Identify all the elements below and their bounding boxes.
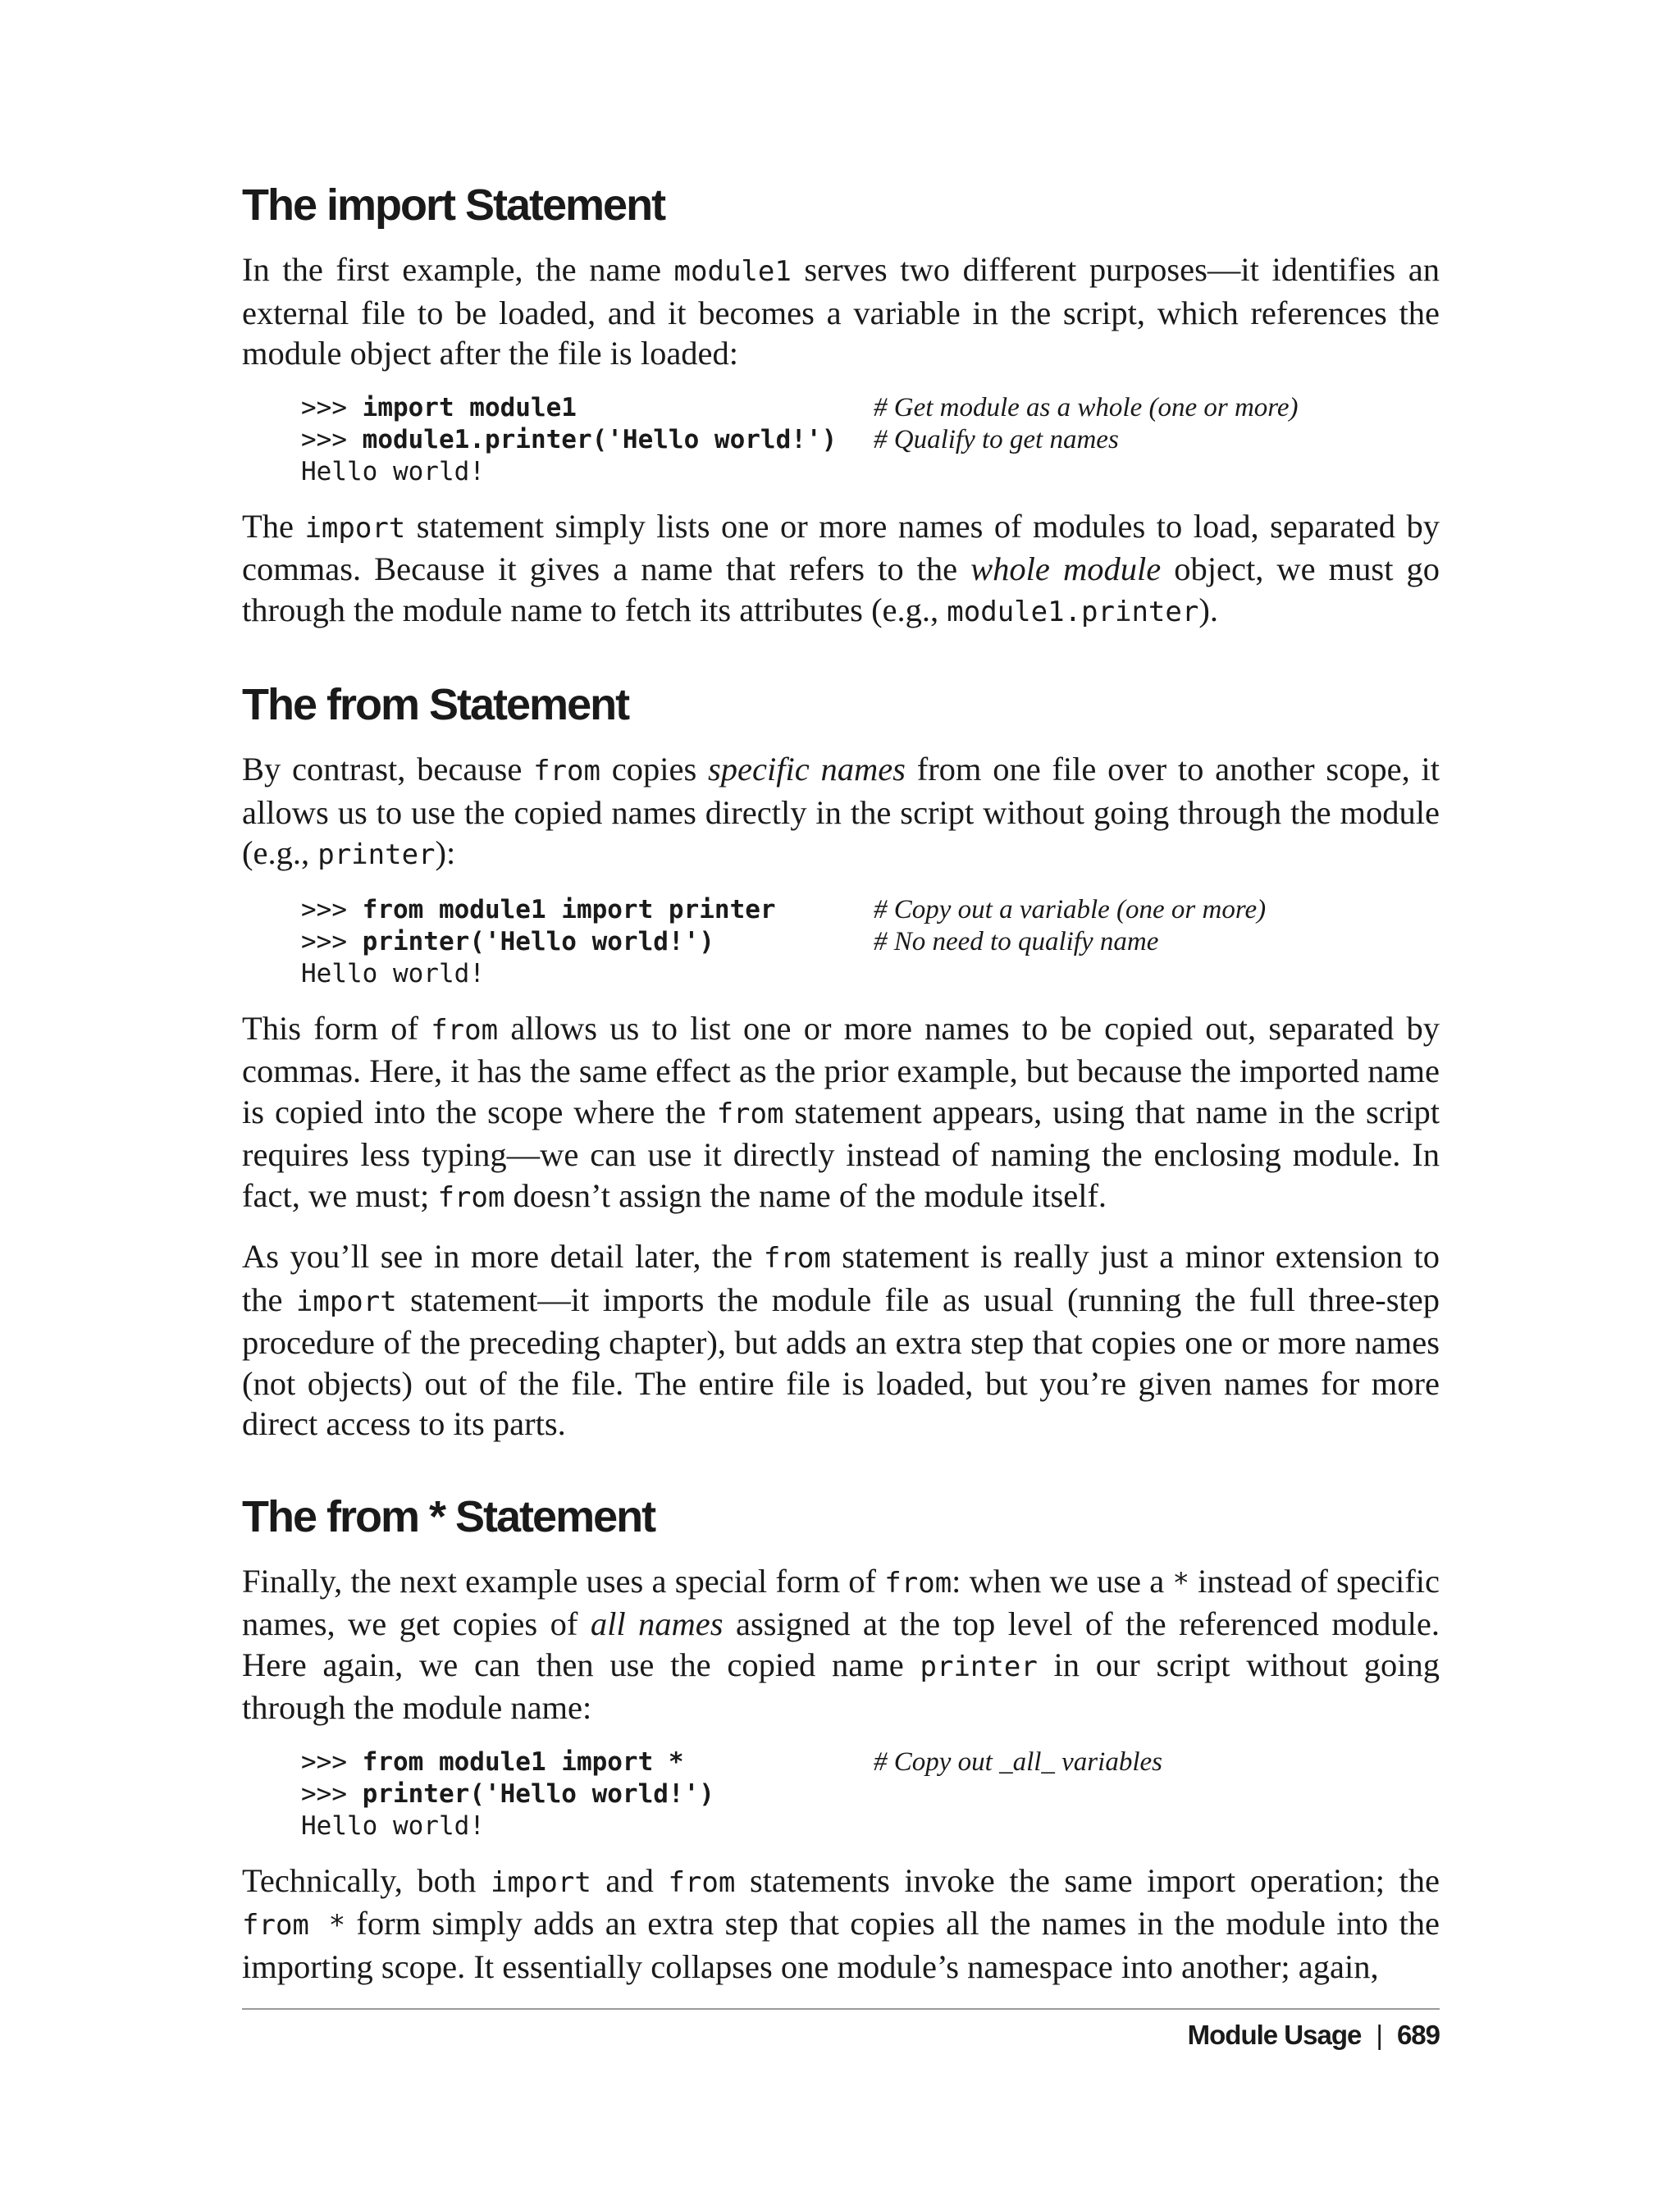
- section-heading-import: The import Statement: [242, 180, 665, 230]
- code-text: [301, 1746, 874, 1778]
- paragraph: [242, 1860, 1440, 1988]
- text-run: instead of specific names, we get copies of: [242, 1562, 1440, 1642]
- code-command: from module1 import *: [362, 1746, 684, 1777]
- code-output: Hello world!: [301, 456, 485, 486]
- text-run: In the first example, the name: [242, 251, 674, 288]
- code-output: Hello world!: [301, 958, 485, 988]
- paragraph: [242, 1561, 1440, 1728]
- footer-section-title: Module Usage: [1187, 2020, 1362, 2050]
- code-line: [301, 424, 1440, 456]
- code-prompt: >>>: [301, 894, 363, 924]
- inline-code: from: [437, 1180, 505, 1214]
- code-prompt: >>>: [301, 424, 363, 454]
- inline-code: from: [763, 1242, 831, 1275]
- code-comment: # Get module as a whole (one or more): [874, 392, 1299, 422]
- code-comment: # Qualify to get names: [874, 424, 1119, 454]
- inline-code: from: [533, 755, 600, 788]
- emphasis: all names: [590, 1605, 724, 1642]
- code-prompt: >>>: [301, 926, 363, 956]
- code-block: [301, 1746, 1440, 1842]
- text-run: object, we must go through the module name to fetch its attributes (e.g.,: [242, 550, 1440, 628]
- paragraph: [242, 506, 1440, 633]
- code-text: [301, 1810, 874, 1842]
- paragraph: [242, 1236, 1440, 1445]
- code-line: [301, 894, 1440, 926]
- text-run: statement is really just a minor extension to the: [242, 1238, 1440, 1318]
- text-run: Finally, the next example uses a special form of: [242, 1562, 885, 1600]
- inline-code: *: [1172, 1566, 1189, 1600]
- inline-code: module1: [673, 255, 792, 288]
- code-line: [301, 1810, 1440, 1842]
- page-content: [242, 172, 1440, 2005]
- code-line: [301, 1778, 1440, 1810]
- inline-code: import: [491, 1865, 591, 1899]
- text-run: copies: [600, 751, 708, 788]
- code-prompt: >>>: [301, 392, 363, 422]
- inline-code: from: [668, 1865, 736, 1899]
- text-run: Technically, both: [242, 1861, 491, 1899]
- code-comment: # No need to qualify name: [874, 926, 1159, 956]
- text-run: from one file over to another scope, it allows us to use the copied names directly in the script without going through the module (e.g.,: [242, 751, 1440, 871]
- code-text: [301, 424, 874, 456]
- inline-code: module1.printer: [947, 595, 1199, 628]
- code-line: [301, 456, 1440, 488]
- code-prompt: >>>: [301, 1746, 363, 1777]
- text-run: : when we use a: [952, 1562, 1173, 1600]
- text-run: statement simply lists one or more names of modules to load, separated by commas. Because it gives a name that refers to the: [242, 507, 1440, 587]
- paragraph: [242, 749, 1440, 876]
- code-text: [301, 926, 874, 958]
- code-text: [301, 456, 874, 488]
- paragraph: [242, 1008, 1440, 1219]
- inline-code: printer: [317, 838, 436, 871]
- text-run: statement appears, using that name in the script requires less typing—we can use it directly instead of naming the enclosing module. In fact, we must;: [242, 1093, 1440, 1214]
- text-run: ):: [435, 834, 456, 871]
- code-comment: # Copy out _all_ variables: [874, 1746, 1162, 1777]
- inline-code: import: [295, 1285, 397, 1318]
- text-run: doesn’t assign the name of the module itself.: [504, 1176, 1107, 1214]
- text-run: serves two different purposes—it identifies an external file to be loaded, and it becomes a variable in the script, which references the module object after the file is loaded:: [242, 251, 1440, 372]
- code-text: [301, 894, 874, 926]
- code-output: Hello world!: [301, 1810, 485, 1841]
- inline-code: from: [431, 1013, 499, 1047]
- code-text: [301, 392, 874, 424]
- code-command: printer('Hello world!'): [362, 1778, 714, 1809]
- code-block: [301, 894, 1440, 990]
- code-text: [301, 1778, 874, 1810]
- inline-code: import: [304, 511, 406, 545]
- text-run: statements invoke the same import operation; the: [735, 1861, 1440, 1899]
- inline-code: from: [716, 1097, 784, 1130]
- footer-rule: [242, 2008, 1440, 2010]
- text-run: and: [591, 1861, 669, 1899]
- section-heading-from: The from Statement: [242, 680, 629, 729]
- text-run: assigned at the top level of the referenced module. Here again, we can then use the copied name: [242, 1605, 1440, 1683]
- code-block: [301, 392, 1440, 488]
- page-number: 689: [1396, 2020, 1440, 2050]
- section-heading-from-star: The from * Statement: [242, 1491, 655, 1541]
- text-run: statement—it imports the module file as usual (running the full three-step procedure of the preceding chapter), but adds an extra step that copies one or more names (not objects) out of the file. The entire file is loaded, but you’re given names for more direct access to its parts.: [242, 1281, 1440, 1442]
- code-command: from module1 import printer: [362, 894, 776, 924]
- text-run: in our script without going through the module name:: [242, 1646, 1440, 1726]
- code-command: import module1: [362, 392, 577, 422]
- text-run: As you’ll see in more detail later, the: [242, 1238, 764, 1275]
- text-run: form simply adds an extra step that copies all the names in the module into the importing scope. It essentially collapses one module’s namespace into another; again,: [242, 1905, 1440, 1985]
- code-prompt: >>>: [301, 1778, 363, 1809]
- code-command: printer('Hello world!'): [362, 926, 714, 956]
- code-comment: # Copy out a variable (one or more): [874, 894, 1267, 924]
- code-line: [301, 958, 1440, 990]
- footer-separator: |: [1376, 2020, 1382, 2050]
- inline-code: from *: [242, 1909, 346, 1942]
- emphasis: specific names: [707, 751, 906, 788]
- code-text: [301, 958, 874, 990]
- paragraph: [242, 249, 1440, 374]
- text-run: This form of: [242, 1009, 431, 1047]
- text-run: The: [242, 507, 305, 545]
- code-line: [301, 1746, 1440, 1778]
- text-run: ).: [1198, 591, 1218, 628]
- emphasis: whole module: [970, 550, 1162, 587]
- code-line: [301, 392, 1440, 424]
- code-line: [301, 926, 1440, 958]
- code-command: module1.printer('Hello world!'): [362, 424, 838, 454]
- inline-code: printer: [920, 1650, 1038, 1683]
- inline-code: from: [884, 1566, 952, 1600]
- text-run: By contrast, because: [242, 751, 534, 788]
- page-footer: [1188, 2020, 1440, 2051]
- text-run: allows us to list one or more names to be copied out, separated by commas. Here, it has the same effect as the prior example, but because the imported name is copied into the scope where the: [242, 1009, 1440, 1130]
